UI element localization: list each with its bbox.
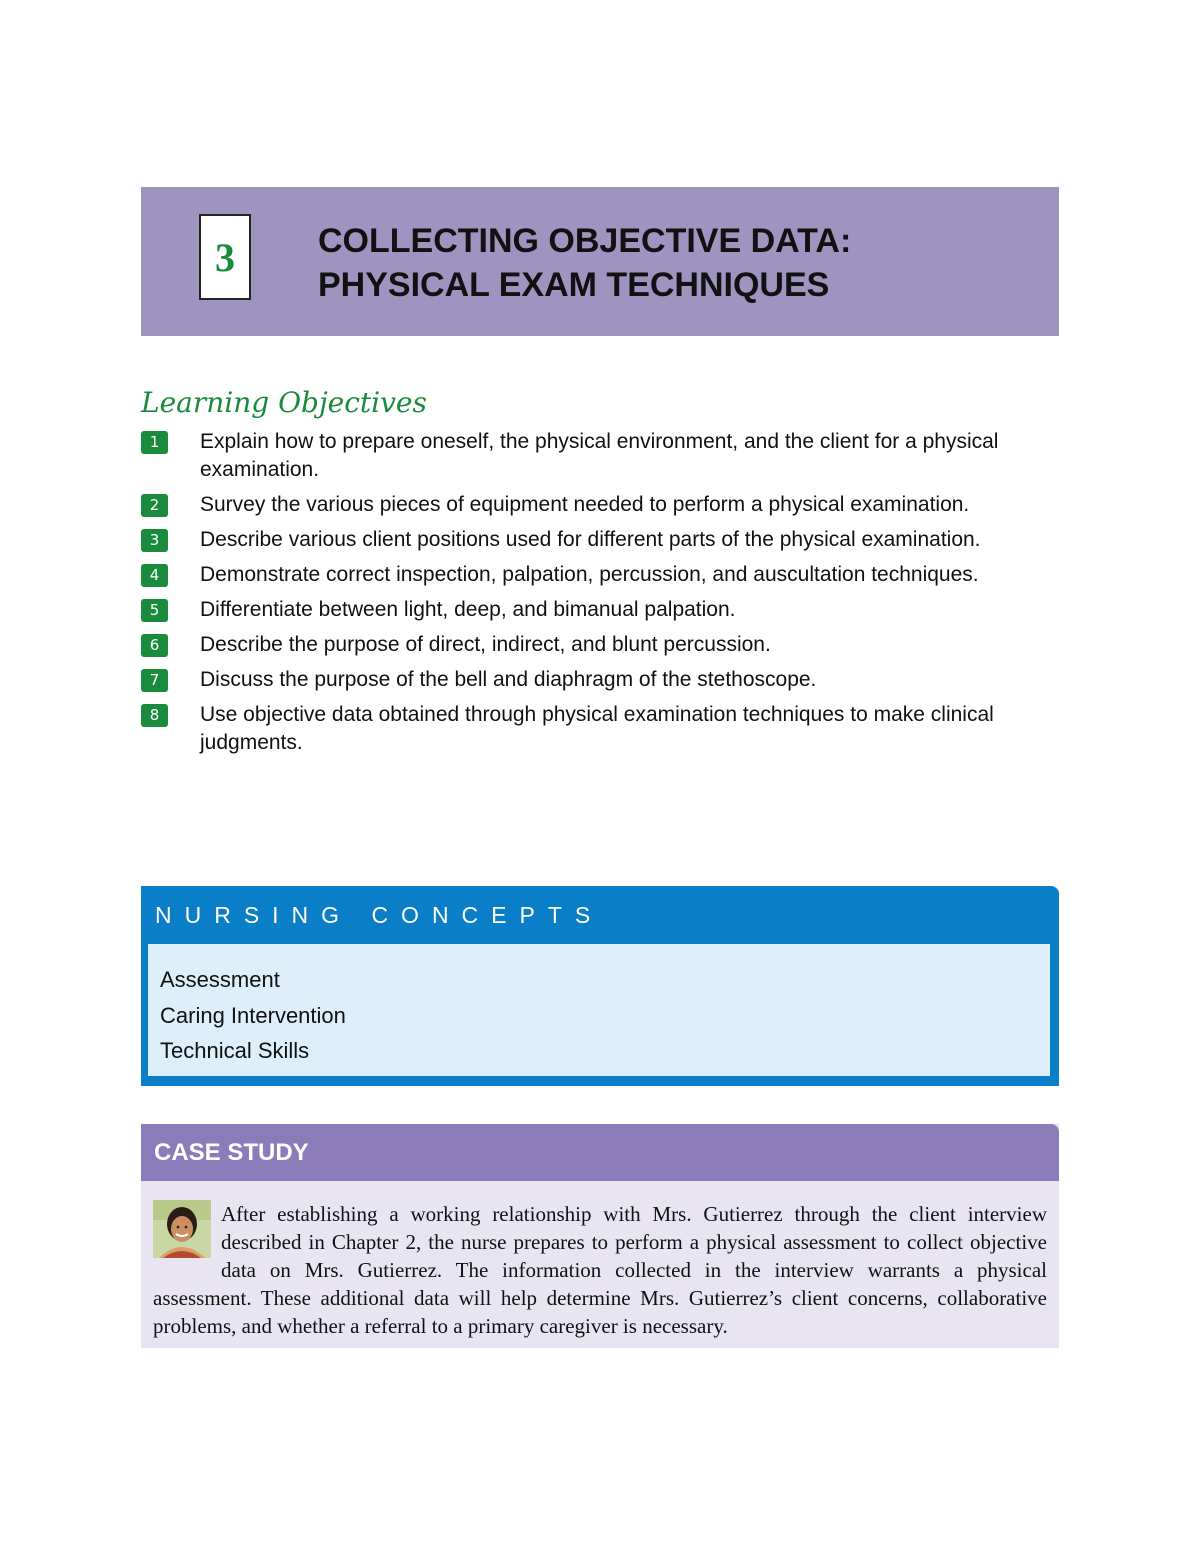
- chapter-banner: [141, 187, 1059, 336]
- nursing-concept-item: Caring Intervention: [160, 1002, 346, 1028]
- objective-number-badge: 4: [141, 564, 168, 587]
- objective-text: Describe the purpose of direct, indirect, and blunt percussion.: [200, 633, 771, 656]
- objective-number-badge: 3: [141, 529, 168, 552]
- objective-number-badge: 7: [141, 669, 168, 692]
- objective-text: Demonstrate correct inspection, palpation, percussion, and auscultation techniques.: [200, 563, 979, 586]
- case-study-box: [141, 1124, 1059, 1348]
- case-study-title: CASE STUDY: [154, 1139, 309, 1166]
- nursing-concept-item: Technical Skills: [160, 1038, 310, 1063]
- learning-objective-item: [141, 596, 1041, 624]
- learning-objective-item: [141, 631, 1041, 659]
- learning-objectives-list: [141, 428, 1041, 764]
- objective-number-badge: 5: [141, 599, 168, 622]
- chapter-title-line-1: COLLECTING OBJECTIVE DATA:: [318, 222, 852, 260]
- nursing-concepts-header: NURSING CONCEPTS: [155, 902, 604, 928]
- objective-number-badge: 1: [141, 431, 168, 454]
- chapter-title: [318, 219, 1038, 307]
- learning-objective-item: [141, 666, 1041, 694]
- case-study-body: [153, 1200, 1047, 1340]
- objective-text: Discuss the purpose of the bell and diaphragm of the stethoscope.: [200, 668, 817, 691]
- patient-portrait-icon: [153, 1200, 211, 1258]
- learning-objective-item: [141, 428, 1041, 484]
- nursing-concepts-list: [148, 944, 1050, 1069]
- chapter-number: 3: [199, 214, 251, 300]
- case-study-text: After establishing a working relationship with Mrs. Gutierrez through the client interview described in Chapter 2, the nurse prepares to perform a physical assessment to collect objective data on Mrs. Gutierrez. The information collected in the interview warrants a physical assessment. These additional data will help determine Mrs. Gutierrez’s client concerns, collaborative problems, and whether a referral to a primary caregiver is necessary.: [153, 1202, 1047, 1338]
- objective-text: Survey the various pieces of equipment needed to perform a physical examination.: [200, 493, 970, 516]
- objective-text: Explain how to prepare oneself, the physical environment, and the client for a physical examination.: [200, 430, 999, 481]
- nursing-concept-item: Assessment: [160, 967, 280, 992]
- objective-text: Use objective data obtained through physical examination techniques to make clinical judgments.: [200, 703, 994, 754]
- learning-objective-item: [141, 561, 1041, 589]
- chapter-title-line-2: PHYSICAL EXAM TECHNIQUES: [318, 266, 830, 304]
- nursing-concepts-box: [141, 886, 1059, 1086]
- learning-objective-item: [141, 701, 1041, 757]
- objective-number-badge: 2: [141, 494, 168, 517]
- learning-objective-item: [141, 491, 1041, 519]
- objective-text: Describe various client positions used for different parts of the physical examination.: [200, 528, 981, 551]
- case-study-header: [141, 1124, 1059, 1181]
- learning-objectives-heading: Learning Objectives: [141, 386, 427, 419]
- objective-number-badge: 6: [141, 634, 168, 657]
- objective-text: Differentiate between light, deep, and bimanual palpation.: [200, 598, 736, 621]
- objective-number-badge: 8: [141, 704, 168, 727]
- nursing-concepts-body: [148, 944, 1050, 1076]
- learning-objective-item: [141, 526, 1041, 554]
